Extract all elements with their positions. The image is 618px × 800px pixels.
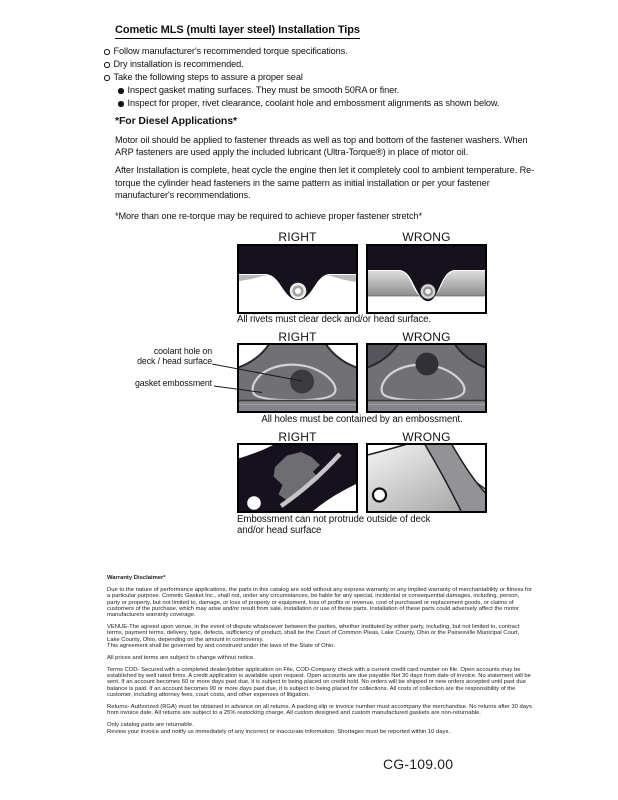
label-gasket-embossment: gasket embossment	[134, 378, 212, 388]
legal-paragraph-returns: Returns- Authorized (RGA) must be obtained in advance on all returns. A packing slip or invoice number must accompany the merchandise. No returns after 30 days from invoice date. All returns are subject to a 25% restocking charge. All custom designed and custom manufactured gaskets are non-returnable.	[107, 704, 532, 717]
open-bullet-icon	[104, 75, 110, 81]
open-bullet-icon	[104, 62, 110, 68]
diesel-paragraph-2: After Installation is complete, heat cycle the engine then let it completely cool to ambient temperature. Re-torque the cylinder head fasteners in the same pattern as initial installation or per your fastener manufacturer's recommendations.	[115, 165, 535, 200]
sub-bullet-item	[118, 97, 544, 110]
diesel-paragraph-1: Motor oil should be applied to fastener threads as well as top and bottom of the fastener washers. When ARP fasteners are used apply the included lubricant (Ultra-Torque®) in place of motor oil.	[115, 135, 528, 158]
bullet-item	[104, 58, 544, 71]
bullet-text: Dry installation is recommended.	[113, 59, 244, 69]
installation-tips-list	[104, 45, 544, 110]
protrusion-right-image	[237, 443, 358, 513]
rivet-right-diagram	[237, 244, 358, 314]
legal-paragraph-catalog: Only catalog parts are returnable.	[107, 722, 194, 729]
page-code: CG-109.00	[383, 756, 454, 772]
row3-wrong-header: WRONG	[402, 429, 451, 444]
rivet-wrong-diagram	[366, 244, 487, 314]
embossment-right-image	[237, 343, 358, 413]
legal-paragraph-venue: VENUE-The agreed upon venue, in the event of dispute whatsoever between the parties, whether instituted by either party, including, but not limited to, contract terms, payment terms, delivery, type, defects, sufficiency of product, shall be the Court of Common Pleas, Lake County, Ohio or the Painesville Municipal Court, Lake County, Ohio, depending on the amount in controversy.	[107, 624, 520, 643]
filled-bullet-icon	[118, 101, 124, 107]
bullet-text: Inspect for proper, rivet clearance, coolant hole and embossment alignments as shown below.	[127, 98, 500, 108]
diesel-note: *More than one re-torque may be required to achieve proper fastener stretch*	[115, 211, 422, 222]
legal-section	[107, 575, 533, 740]
row1-caption: All rivets must clear deck and/or head surface.	[237, 314, 431, 325]
filled-bullet-icon	[118, 88, 124, 94]
bullet-text: Take the following steps to assure a proper seal	[113, 72, 303, 82]
legal-paragraph-review: Review your invoice and notify us immediately of any incorrect or inaccurate information. Shortages must be reported within 10 days.	[107, 728, 451, 735]
bolt-hole-icon	[247, 496, 261, 510]
row2-wrong-header: WRONG	[402, 329, 451, 344]
diesel-section	[115, 115, 545, 228]
coolant-hole-icon	[416, 353, 439, 376]
page-title: Cometic MLS (multi layer steel) Installation Tips	[115, 24, 360, 39]
protrusion-right-diagram	[237, 443, 358, 513]
coolant-hole-icon	[290, 370, 314, 394]
row1-right-header: RIGHT	[278, 230, 317, 244]
row2-right-header: RIGHT	[278, 329, 317, 344]
rivet-wrong-image	[366, 244, 487, 314]
bullet-text: Inspect gasket mating surfaces. They must be smooth 50RA or finer.	[127, 85, 400, 95]
rivet-right-image	[237, 244, 358, 314]
bullet-item	[104, 45, 544, 58]
embossment-wrong-image	[366, 343, 487, 413]
row1-wrong-header: WRONG	[402, 230, 451, 244]
legal-paragraph-governed: This agreement shall be governed by and construed under the laws of the State of Ohio.	[107, 643, 336, 650]
diesel-heading: *For Diesel Applications*	[115, 115, 237, 127]
bolt-hole-icon	[373, 489, 386, 502]
label-coolant-hole: coolant hole on deck / head surface	[137, 346, 212, 366]
legal-paragraph-terms: Terms COD- Secured with a completed dealer/jobber application on File, COD-Company check with a current credit card number on file. Open accounts may be established by well rated firms. A credit application is available upon request. Open accounts are due payable Net 30 days from date of invoice. No statement will be sent. If an account becomes 60 or more days past due, it is subject to being placed on credit hold. No orders will be shipped or new orders accepted until past due balance is paid. If an account becomes 90 or more days past due, it is subject to being placed for collections. All costs of collection are the responsibility of the customer, including attorney fees, court costs, and other expenses of litigation.	[107, 666, 531, 699]
page-title-wrap	[115, 20, 360, 39]
protrusion-wrong-diagram	[366, 443, 487, 513]
row3-right-header: RIGHT	[278, 429, 317, 444]
embossment-wrong-diagram	[366, 343, 487, 413]
row2-caption: All holes must be contained by an embossment.	[261, 414, 463, 425]
bullet-text: Follow manufacturer's recommended torque specifications.	[113, 46, 348, 56]
embossment-right-diagram	[237, 343, 358, 413]
open-bullet-icon	[104, 49, 110, 55]
protrusion-wrong-image	[366, 443, 487, 513]
sub-bullet-item	[118, 84, 544, 97]
warranty-disclaimer-heading: Warranty Disclaimer*	[107, 575, 166, 581]
bullet-item	[104, 71, 544, 84]
legal-paragraph-due: Due to the nature of performance applications, the parts in this catalog are sold without any express warranty or any implied warranty of merchantability or fitness for a particular purpose. Cometic Gasket Inc., shall not, under any circumstances, be liable for any special, incidental or consequential damages, including, person, party or property, but not limited to, damage, or loss of property or equipment, loss of profits or revenue, cost of purchased or replacement goods, or claims of customers of the purchase, which may arise and/or result from sale, installation or use of these parts. Installation of these parts could adversely affect the motor manufacturers warranty coverage.	[107, 586, 532, 619]
legal-paragraph-prices: All prices and terms are subject to change without notice.	[107, 654, 255, 661]
row3-caption: Embossment can not protrude outside of deck and/or head surface	[237, 514, 431, 536]
